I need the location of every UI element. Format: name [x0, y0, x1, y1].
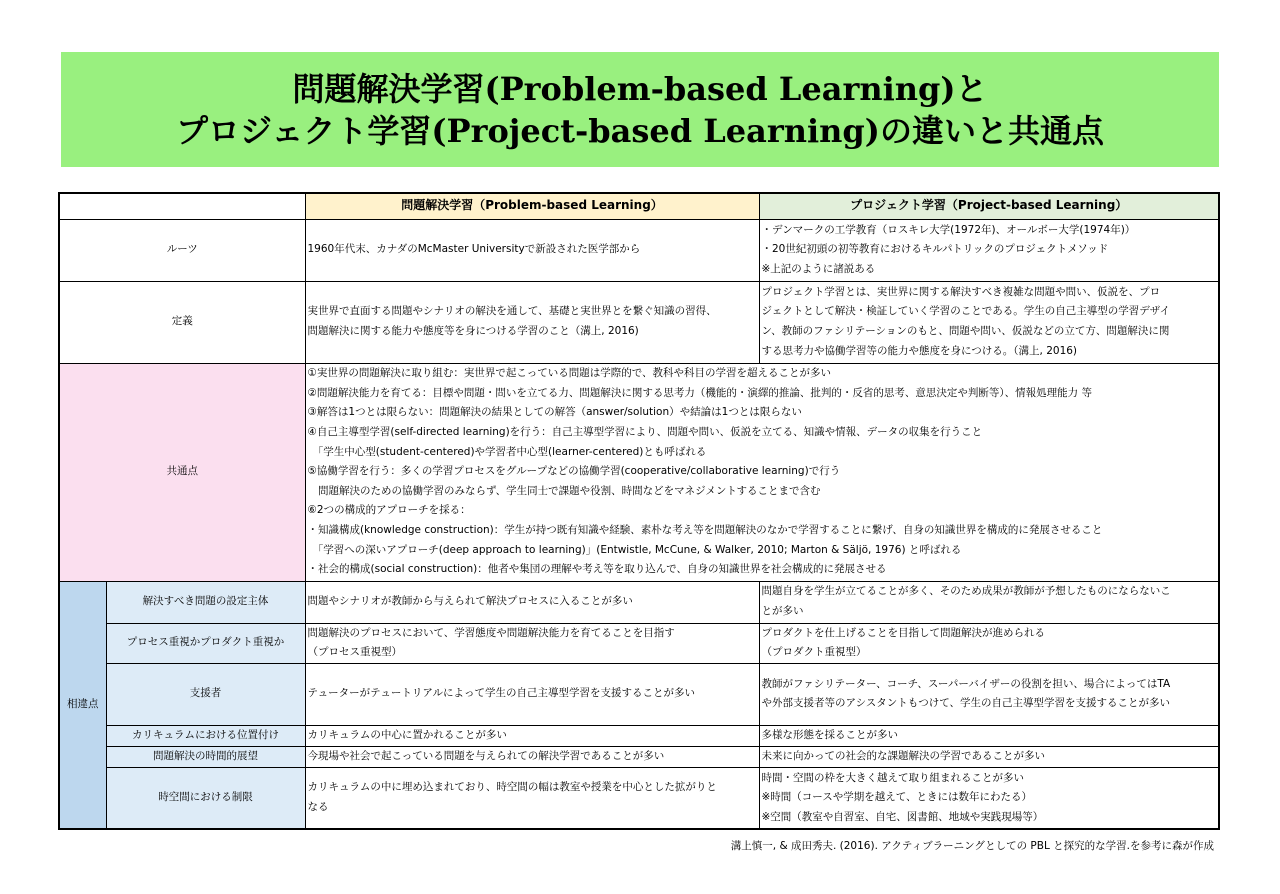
definition-project-line: ジェクトとして解決・検証していく学習のことである。学生の自己主導型の学習デザイ — [761, 305, 1171, 318]
difference-project-line: ※時間（コースや学期を越えて、ときには数年にわたる） — [761, 791, 1033, 804]
difference-project — [759, 725, 1219, 746]
difference-project-line: （プロダクト重視型） — [761, 646, 867, 659]
header-pbl: 問題解決学習（Problem-based Learning） — [305, 193, 759, 219]
definition-label: 定義 — [59, 281, 305, 363]
page-title-line-1: 問題解決学習(Problem-based Learning)と — [292, 69, 988, 108]
difference-project-line: 教師がファシリテーター、コーチ、スーパーバイザーの役割を担い、場合によってはTA — [761, 677, 1171, 690]
common-line: ④自己主導型学習(self-directed learning)を行う：自己主導型学習により、問題や問い、仮説を立てる、知識や情報、データの収集を行うこと — [307, 426, 983, 439]
common-line: 「学生中心型(student-centered)や学習者中心型(learner-centered)とも呼ばれる — [307, 445, 707, 458]
common-line: 問題解決のための協働学習のみならず、学生同士で課題や役割、時間などをマネジメントすることまで含む — [307, 484, 821, 497]
definition-project — [759, 281, 1219, 363]
common-label: 共通点 — [59, 363, 305, 581]
difference-project — [759, 663, 1219, 725]
difference-row — [59, 623, 1219, 663]
difference-row-label: カリキュラムにおける位置付け — [106, 725, 305, 746]
roots-project-line: ・20世紀初頭の初等教育におけるキルパトリックのプロジェクトメソッド — [761, 243, 1109, 256]
definition-project-line: ン、教師のファシリテーションのもと、問題や問い、仮説などの立て方、問題解決に関 — [761, 325, 1170, 337]
definition-project-line: プロジェクト学習とは、実世界に関する解決すべき複雑な問題や問い、仮説を、プロ — [761, 285, 1161, 298]
common-line: ・社会的構成(social construction)：他者や集団の理解や考え等を取り込んで、自身の知識世界を社会構成的に発展させる — [307, 563, 887, 576]
difference-pbl — [305, 623, 759, 663]
difference-row-label: プロセス重視かプロダクト重視か — [106, 623, 305, 663]
difference-pbl — [305, 767, 759, 829]
header-row — [59, 193, 1219, 219]
header-empty-cell — [59, 193, 305, 219]
difference-project-line: ※空間（教室や自習室、自宅、図書館、地域や実践現場等） — [761, 810, 1044, 823]
difference-project — [759, 767, 1219, 829]
roots-row — [59, 219, 1219, 281]
difference-row-label: 解決すべき問題の設定主体 — [106, 581, 305, 623]
difference-pbl — [305, 581, 759, 623]
common-line: ⑥2つの構成的アプローチを採る： — [307, 504, 471, 517]
page-title-line-2: プロジェクト学習(Project-based Learning)の違いと共通点 — [176, 111, 1104, 150]
definition-row — [59, 281, 1219, 363]
common-line: ①実世界の問題解決に取り組む：実世界で起こっている問題は学際的で、教科や科目の学習を超えることが多い — [307, 367, 831, 380]
common-line: 「学習への深いアプローチ(deep approach to learning)」(Entwistle, McCune, & Walker, 2010; Marton & Säljö, 1976) と呼ばれる — [307, 543, 962, 556]
difference-project — [759, 746, 1219, 767]
roots-project-line: ※上記のように諸説ある — [761, 262, 876, 275]
definition-pbl-line: 実世界で直面する問題やシナリオの解決を通して、基礎と実世界とを繋ぐ知識の習得、 — [307, 305, 717, 318]
difference-row-label: 時空間における制限 — [106, 767, 305, 829]
roots-project-line: ・デンマークの工学教育（ロスキレ大学(1972年)、オールボー大学(1974年)） — [761, 223, 1136, 236]
header-project: プロジェクト学習（Project-based Learning） — [759, 193, 1219, 219]
differences-label: 相違点 — [59, 581, 106, 829]
roots-label: ルーツ — [59, 219, 305, 281]
common-line: ③解答は1つとは限らない：問題解決の結果としての解答（answer/solution）や結論は1つとは限らない — [307, 406, 802, 419]
difference-project — [759, 623, 1219, 663]
title-banner — [61, 52, 1219, 167]
difference-row — [59, 725, 1219, 746]
roots-project — [759, 219, 1219, 281]
difference-project-line: 問題自身を学生が立てることが多く、そのため成果が教師が予想したものにならないこ — [761, 585, 1171, 598]
difference-project-line: とが多い — [761, 605, 804, 617]
difference-pbl-line: カリキュラムの中心に置かれることが多い — [307, 728, 507, 741]
difference-row — [59, 663, 1219, 725]
definition-pbl-line: 問題解決に関する能力や態度等を身につける学習のこと（溝上, 2016) — [307, 325, 639, 337]
common-line: ⑤協働学習を行う：多くの学習プロセスをグループなどの協働学習(cooperative/collaborative learning)で行う — [307, 465, 841, 478]
difference-pbl — [305, 663, 759, 725]
difference-pbl-line: 問題やシナリオが教師から与えられて解決プロセスに入ることが多い — [307, 595, 633, 608]
difference-pbl-line: カリキュラムの中に埋め込まれており、時空間の幅は教室や授業を中心とした拡がりと — [307, 781, 717, 794]
source-credit: 溝上慎一, & 成田秀夫. (2016). アクティブラーニングとしての PBL と探究的な学習.を参考に森が作成 — [730, 840, 1214, 852]
difference-project-line: 未来に向かっての社会的な課題解決の学習であることが多い — [761, 749, 1045, 762]
common-line: ・知識構成(knowledge construction)：学生が持つ既有知識や経験、素朴な考え等を問題解決のなかで学習することに繋げ、自身の知識世界を構成的に発展させること — [307, 523, 1103, 536]
difference-project-line: や外部支援者等のアシスタントもつけて、学生の自己主導型学習を支援することが多い — [761, 697, 1171, 710]
difference-pbl-line: テューターがテュートリアルによって学生の自己主導型学習を支援することが多い — [307, 687, 695, 700]
difference-project-line: 時間・空間の枠を大きく越えて取り組まれることが多い — [761, 771, 1024, 784]
difference-pbl — [305, 746, 759, 767]
definition-project-line: する思考力や協働学習等の能力や態度を身につける。（溝上, 2016) — [761, 344, 1078, 357]
common-content — [305, 363, 1219, 581]
difference-pbl-line: 問題解決のプロセスにおいて、学習態度や問題解決能力を育てることを目指す — [307, 626, 675, 639]
definition-pbl — [305, 281, 759, 363]
difference-row — [59, 767, 1219, 829]
difference-row-label: 問題解決の時間的展望 — [106, 746, 305, 767]
difference-pbl-line: 今現場や社会で起こっている問題を与えられての解決学習であることが多い — [307, 749, 665, 762]
difference-pbl — [305, 725, 759, 746]
difference-pbl-line: なる — [307, 800, 329, 813]
difference-row — [59, 581, 1219, 623]
difference-project-line: プロダクトを仕上げることを目指して問題解決が進められる — [761, 626, 1045, 639]
difference-row — [59, 746, 1219, 767]
comparison-table — [58, 192, 1220, 830]
common-row — [59, 363, 1219, 581]
difference-project — [759, 581, 1219, 623]
common-line: ②問題解決能力を育てる：目標や問題・問いを立てる力、問題解決に関する思考力（機能的・演繹的推論、批判的・反省的思考、意思決定や判断等）、情報処理能力 等 — [307, 386, 1092, 399]
difference-project-line: 多様な形態を採ることが多い — [761, 728, 898, 741]
difference-row-label: 支援者 — [106, 663, 305, 725]
roots-pbl: 1960年代末、カナダのMcMaster Universityで新設された医学部から — [305, 219, 759, 281]
difference-pbl-line: （プロセス重視型） — [307, 646, 402, 659]
